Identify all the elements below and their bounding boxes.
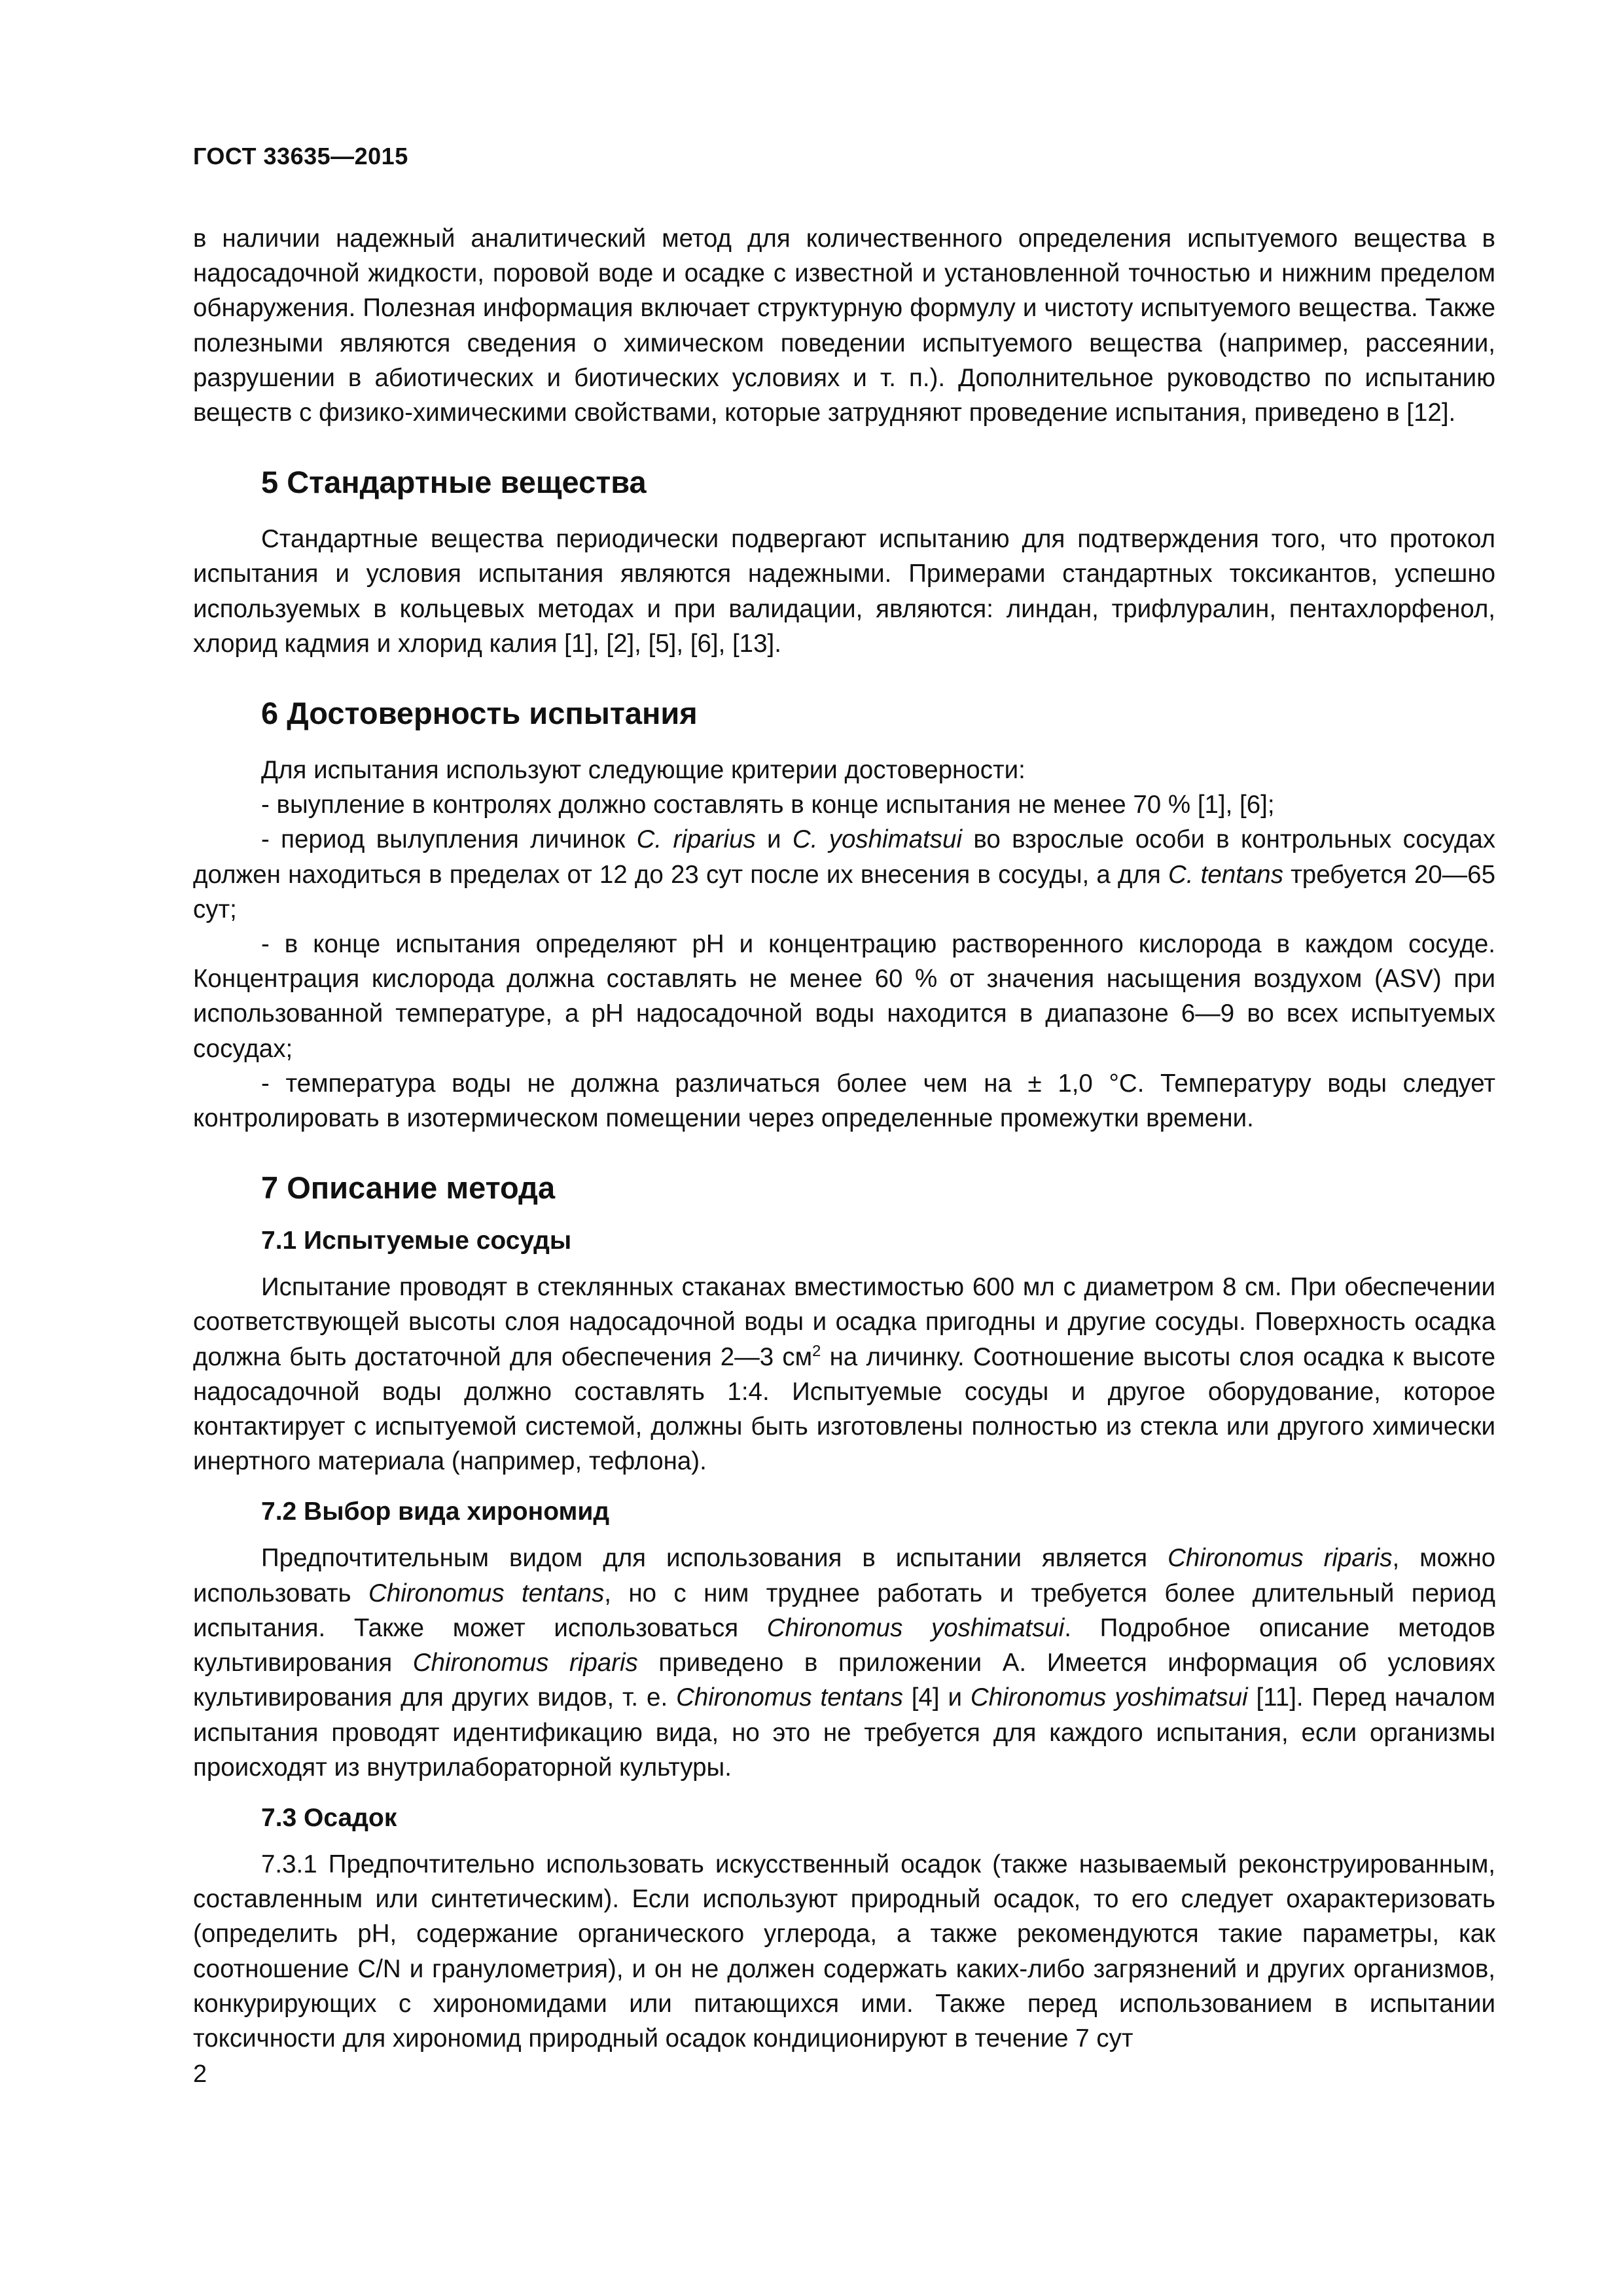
page-number: 2	[193, 2060, 207, 2088]
species-name: Chironomus riparis	[1168, 1544, 1393, 1573]
species-name: Chironomus yoshimatsui	[970, 1683, 1248, 1712]
section-5-heading: 5 Стандартные вещества	[261, 465, 647, 500]
subsection-7-3-heading: 7.3 Осадок	[261, 1803, 397, 1832]
species-name: C. tentans	[1168, 860, 1283, 889]
species-name: C. riparius	[636, 825, 756, 854]
section-6-intro: Для испытания используют следующие критерии достоверности:	[261, 756, 1026, 785]
species-name: Chironomus riparis	[412, 1649, 638, 1677]
subsection-7-1-heading: 7.1 Испытуемые сосуды	[261, 1227, 572, 1255]
superscript: 2	[812, 1342, 821, 1360]
species-name: Chironomus tentans	[676, 1683, 903, 1712]
section-6-item-4: - температура воды не должна различаться более чем на ± 1,0 °С. Температуру воды следует контролировать в изотермическом помещении через определенные промежутки времени.	[193, 1069, 1495, 1133]
document-body	[193, 221, 1495, 2056]
section-6-heading: 6 Достоверность испытания	[261, 696, 698, 731]
section-5-paragraph: Стандартные вещества периодически подвергают испытанию для подтверждения того, что протокол испытания и условия испытания являются надежными. Примерами стандартных токсикантов, успешно используемых в кольцевых методах и при валидации, являются: линдан, трифлуралин, пентахлорфенол, хлорид кадмия и хлорид калия [1], [2], [5], [6], [13].	[193, 525, 1495, 658]
document-page	[193, 0, 1495, 2296]
subsection-7-3-1-paragraph: 7.3.1 Предпочтительно использовать искусственный осадок (также называемый реконструированным, составленным или синтетическим). Если используют природный осадок, то его следует охарактеризовать (определить pH, содержание органического углерода, а также рекомендуются такие параметры, как соотношение C/N и гранулометрия), и он не должен содержать каких-либо загрязнений и других организмов, конкурирующих с хирономидами или питающихся ими. Также перед использованием в испытании токсичности для хирономид природный осадок кондиционируют в течение 7 сут	[193, 1850, 1495, 2053]
subsection-7-2-paragraph: Предпочтительным видом для использования в испытании является Chironomus riparis, можно использовать Chironomus tentans, но с ним труднее работать и требуется более длительный период испытания. Также может использоваться Chironomus yoshimatsui. Подробное описание методов культивирования Chironomus riparis приведено в приложении А. Имеется информация об условиях культивирования для других видов, т. е. Chironomus tentans [4] и Chironomus yoshimatsui [11]. Перед началом испытания проводят идентификацию вида, но это не требуется для каждого испытания, если организмы происходят из внутрилабораторной культуры.	[193, 1544, 1496, 1782]
section-7-heading: 7 Описание метода	[261, 1170, 556, 1206]
section-6-item-3: - в конце испытания определяют pH и концентрацию растворенного кислорода в каждом сосуде. Концентрация кислорода должна составлять не менее 60 % от значения насыщения воздухом (ASV) при использованной температуре, а pH надосадочной воды находится в диапазоне 6—9 во всех испытуемых сосудах;	[193, 930, 1495, 1063]
species-name: Chironomus yoshimatsui	[766, 1613, 1065, 1642]
intro-paragraph: в наличии надежный аналитический метод для количественного определения испытуемого вещества в надосадочной жидкости, поровой воде и осадке с известной и установленной точностью и нижним пределом обнаружения. Полезная информация включает структурную формулу и чистоту испытуемого вещества. Также полезными являются сведения о химическом поведении испытуемого вещества (например, рассеянии, разрушении в абиотических и биотических условиях и т. п.). Дополнительное руководство по испытанию веществ с физико-химическими свойствами, которые затрудняют проведение испытания, приведено в [12].	[193, 224, 1495, 427]
document-header: ГОСТ 33635—2015	[193, 143, 408, 170]
subsection-7-1-paragraph: Испытание проводят в стеклянных стаканах вместимостью 600 мл с диаметром 8 см. При обеспечении соответствующей высоты слоя надосадочной воды и осадка пригодны и другие сосуды. Поверхность осадка должна быть достаточной для обеспечения 2—3 $см^2$ на личинку. Соотношение высоты слоя осадка к высоте надосадочной воды должно составлять 1:4. Испытуемые сосуды и другое оборудование, которое контактирует с испытуемой системой, должны быть изготовлены полностью из стекла или другого химически инертного материала (например, тефлона).	[193, 1273, 1495, 1476]
section-6-item-1: - выупление в контролях должно составлять в конце испытания не менее 70 % [1], [6];	[261, 791, 1275, 819]
species-name: Chironomus tentans	[368, 1579, 605, 1607]
section-6-item-2: - период вылупления личинок C. riparius и C. yoshimatsui во взрослые особи в контрольных сосудах должен находиться в пределах от 12 до 23 сут после их внесения в сосуды, а для C. tentans требуется 20—65 сут;	[193, 825, 1496, 924]
subsection-7-2-heading: 7.2 Выбор вида хирономид	[261, 1498, 610, 1526]
species-name: C. yoshimatsui	[792, 825, 963, 854]
